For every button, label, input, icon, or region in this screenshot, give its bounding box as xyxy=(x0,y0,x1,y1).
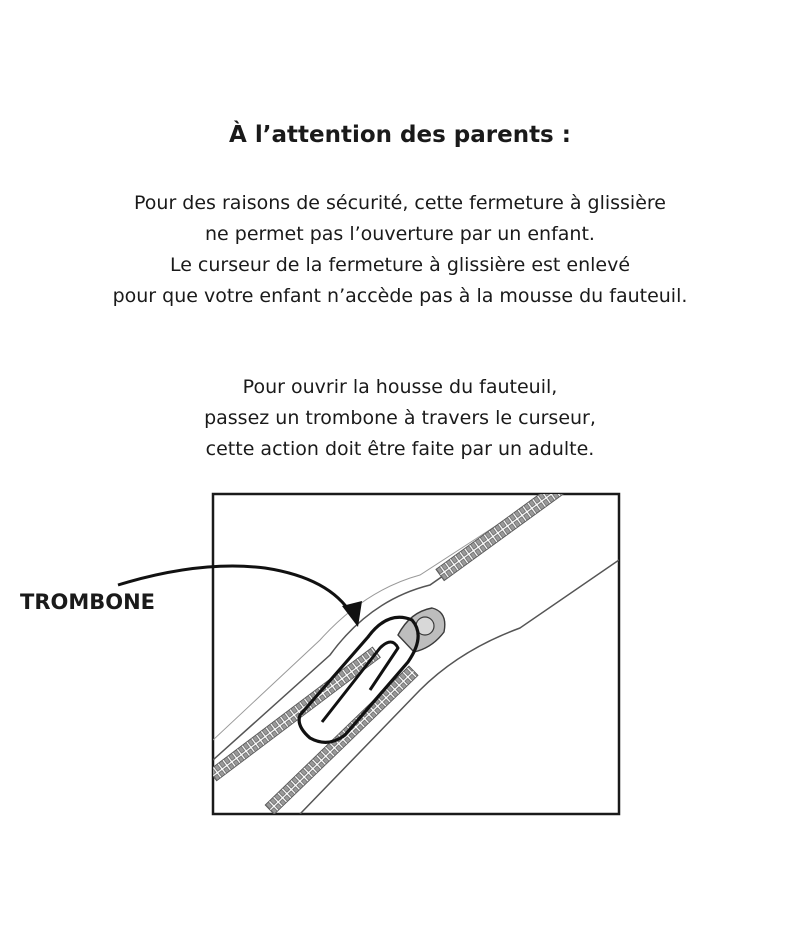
safety-line: ne permet pas l’ouverture par un enfant. xyxy=(205,223,595,245)
trombone-label: TROMBONE xyxy=(20,590,156,614)
page-title: À l’attention des parents : xyxy=(229,122,571,148)
illustration-frame xyxy=(213,494,619,814)
instruction-line: passez un trombone à travers le curseur, xyxy=(204,407,596,429)
instruction-line: cette action doit être faite par un adulte. xyxy=(205,438,595,460)
safety-line: Pour des raisons de sécurité, cette fermeture à glissière xyxy=(134,192,666,214)
safety-line: Le curseur de la fermeture à glissière est enlevé xyxy=(169,254,631,276)
instruction-line: Pour ouvrir la housse du fauteuil, xyxy=(242,376,558,398)
safety-line: pour que votre enfant n’accède pas à la mousse du fauteuil. xyxy=(112,285,688,307)
